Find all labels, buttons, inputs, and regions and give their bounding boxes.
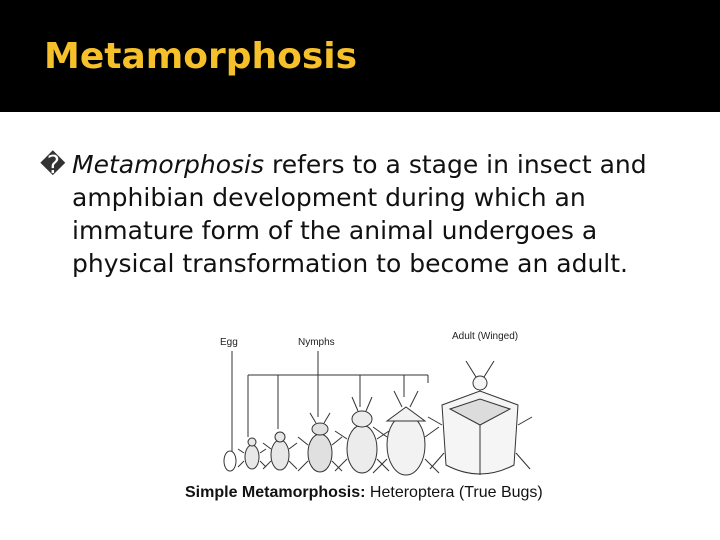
slide-title: Metamorphosis [44, 36, 358, 77]
nymph-4-icon [335, 397, 389, 473]
bullet-icon: � [40, 150, 66, 179]
nymph-5-icon [373, 391, 439, 475]
body-line-4: physical transformation to become an adult. [72, 249, 629, 278]
body-line-3: immature form of the animal undergoes a [72, 216, 598, 245]
label-egg: Egg [220, 337, 238, 348]
figure-caption [185, 484, 543, 502]
body-line-2: amphibian development during which an [72, 183, 586, 212]
body-line-1 [40, 148, 690, 181]
body-term: Metamorphosis [72, 150, 265, 179]
nymph-1-icon [238, 438, 266, 469]
insect-illustration [180, 325, 560, 485]
egg-icon [224, 451, 236, 471]
nymph-3-icon [298, 413, 342, 472]
caption-bold: Simple Metamorphosis: [185, 484, 366, 501]
adult-bug-icon [428, 361, 532, 475]
body-line-1-rest: refers to a stage in insect and [264, 150, 647, 179]
body-paragraph [40, 148, 690, 280]
label-adult: Adult (Winged) [452, 331, 519, 342]
metamorphosis-diagram [180, 325, 560, 510]
label-nymphs: Nymphs [298, 337, 335, 348]
caption-rest: Heteroptera (True Bugs) [365, 484, 543, 501]
nymph-2-icon [263, 432, 297, 470]
title-bar [0, 0, 720, 112]
